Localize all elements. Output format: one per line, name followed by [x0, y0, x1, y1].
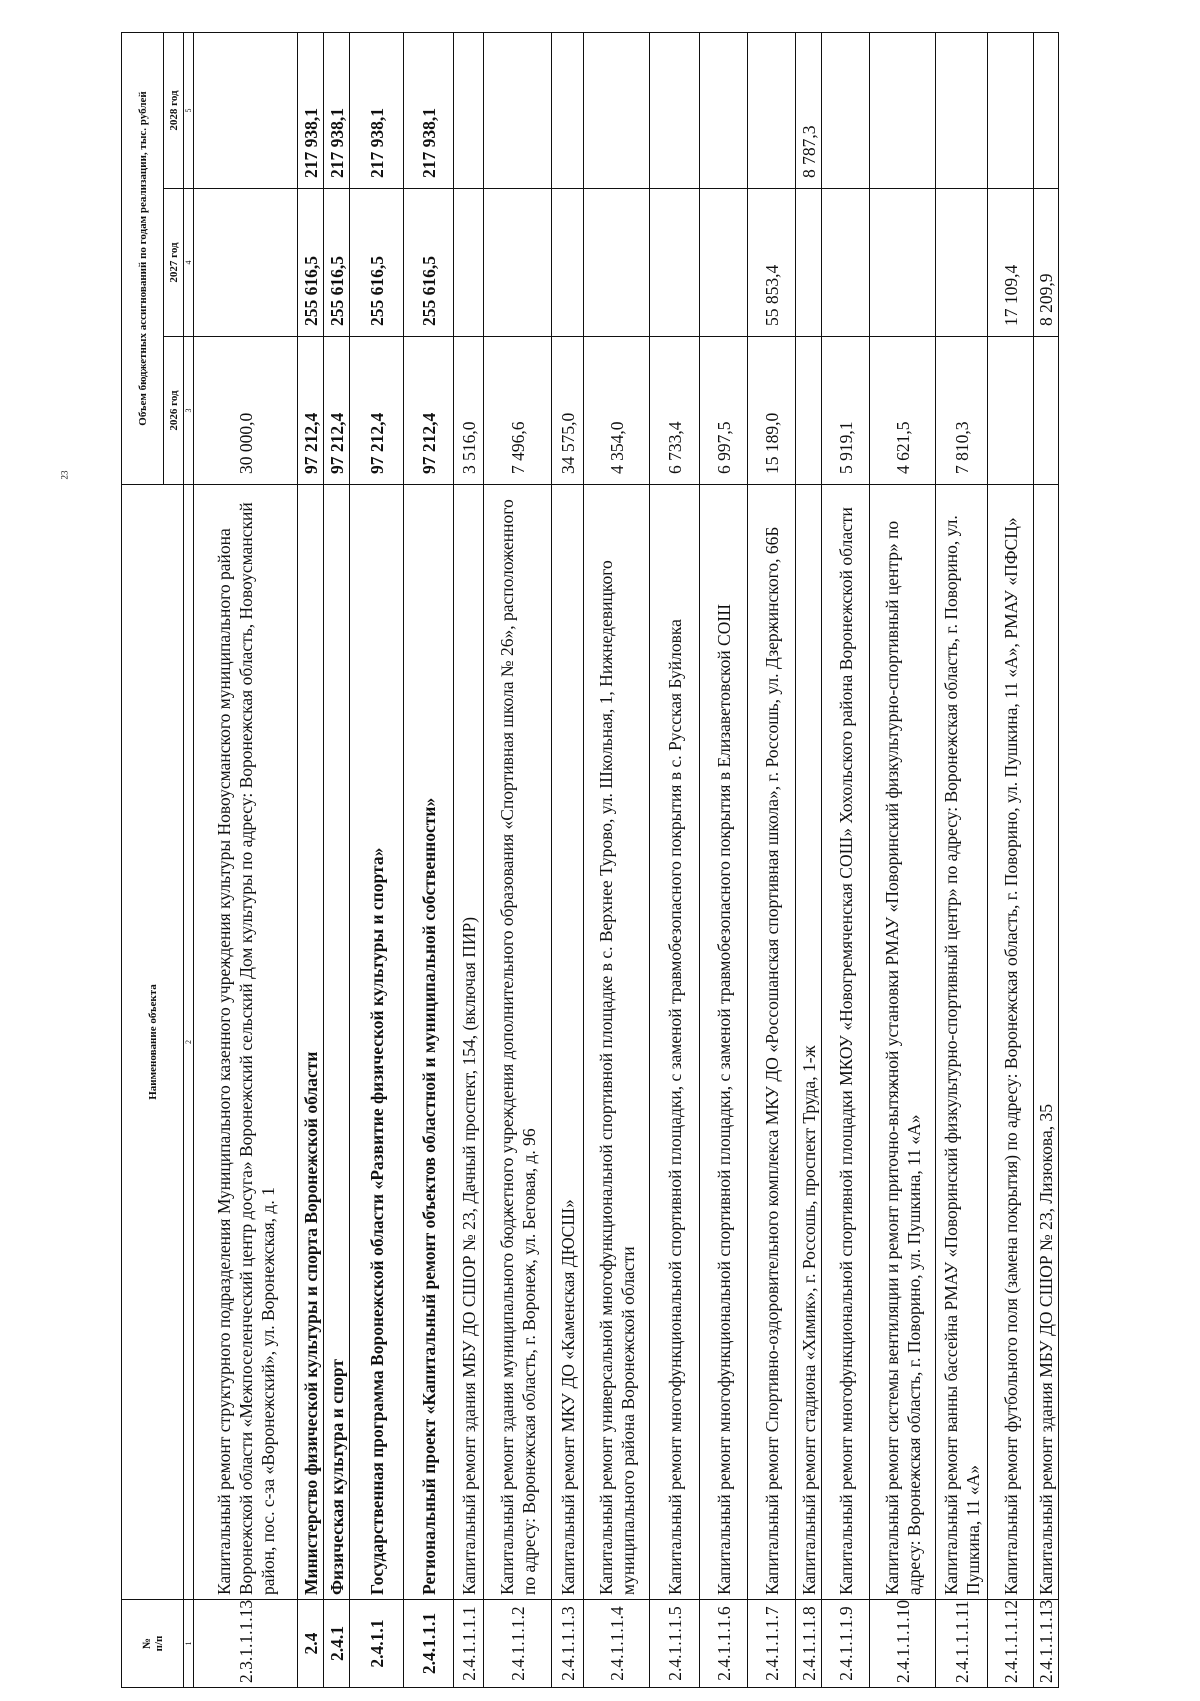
row-number: 2.4: [298, 1600, 324, 1688]
value-2027: [870, 189, 936, 337]
value-2026: [1034, 337, 1059, 485]
table-row: [870, 32, 936, 1687]
object-name: Капитальный ремонт Спортивно-оздоровительного комплекса МКУ ДО «Россошанская спортивная школа», г. Россошь, ул. Дзержинского, 66Б: [748, 485, 796, 1600]
value-2028: 217 938,1: [350, 32, 404, 188]
object-name: Капитальный ремонт ванны бассейна РМАУ «Поворинский физкультурно-спортивный центр» по адресу: Воронежская область, г. Поворино, ул. Пушкина, 11 «А»: [936, 485, 988, 1600]
table-row: [748, 32, 796, 1687]
value-2028: [700, 32, 748, 188]
table-row: [988, 32, 1034, 1687]
row-number: 2.3.1.1.1.13: [194, 1600, 298, 1688]
value-2027: [936, 189, 988, 337]
value-2028: [484, 32, 552, 188]
value-2028: 8 787,3: [796, 32, 822, 188]
header-budget: Объем бюджетных ассигнований по годам реализации, тыс. рублей: [122, 32, 164, 484]
object-name: Физическая культура и спорт: [324, 485, 350, 1600]
table-row: [936, 32, 988, 1687]
value-2026: 4 621,5: [870, 337, 936, 485]
value-2028: 217 938,1: [324, 32, 350, 188]
value-2027: 55 853,4: [748, 189, 796, 337]
value-2028: [870, 32, 936, 188]
value-2026: 4 354,0: [584, 337, 650, 485]
header-num: № п/п: [122, 1600, 184, 1688]
value-2026: 97 212,4: [298, 337, 324, 485]
table-row: [796, 32, 822, 1687]
row-number: 2.4.1.1.1.4: [584, 1600, 650, 1688]
value-2026: 30 000,0: [194, 337, 298, 485]
value-2026: 7 810,3: [936, 337, 988, 485]
value-2027: 255 616,5: [298, 189, 324, 337]
value-2027: 255 616,5: [324, 189, 350, 337]
colnum-3: 3: [184, 337, 194, 485]
value-2027: 255 616,5: [350, 189, 404, 337]
value-2026: [988, 337, 1034, 485]
object-name: Министерство физической культуры и спорта Воронежской области: [298, 485, 324, 1600]
value-2026: 6 733,4: [650, 337, 700, 485]
value-2027: [194, 189, 298, 337]
value-2026: 97 212,4: [324, 337, 350, 485]
value-2028: [936, 32, 988, 188]
object-name: Региональный проект «Капитальный ремонт объектов областной и муниципальной собственности»: [404, 485, 454, 1600]
value-2026: [796, 337, 822, 485]
value-2026: 34 575,0: [552, 337, 584, 485]
table-row: [822, 32, 870, 1687]
row-number: 2.4.1.1.1.7: [748, 1600, 796, 1688]
value-2027: [584, 189, 650, 337]
row-number: 2.4.1.1.1.6: [700, 1600, 748, 1688]
value-2028: 217 938,1: [404, 32, 454, 188]
table-row: [584, 32, 650, 1687]
object-name: Капитальный ремонт МКУ ДО «Каменская ДЮСШ»: [552, 485, 584, 1600]
table-row: [194, 32, 298, 1687]
value-2028: [748, 32, 796, 188]
value-2027: [484, 189, 552, 337]
value-2027: [796, 189, 822, 337]
value-2026: 97 212,4: [350, 337, 404, 485]
row-number: 2.4.1.1.1.12: [988, 1600, 1034, 1688]
object-name: Государственная программа Воронежской области «Развитие физической культуры и спорта»: [350, 485, 404, 1600]
row-number: 2.4.1.1.1.9: [822, 1600, 870, 1688]
row-number: 2.4.1.1.1.3: [552, 1600, 584, 1688]
object-name: Капитальный ремонт здания муниципального бюджетного учреждения дополнительного образования «Спортивная школа № 26», расположенного по адресу: Воронежская область, г. Воронеж, ул. Беговая, д. 96: [484, 485, 552, 1600]
object-name: Капитальный ремонт системы вентиляции и ремонт приточно-вытяжной установки РМАУ «Поворинский физкультурно-спортивный центр» по адресу: Воронежская область, г. Поворино, ул. Пушкина, 11 «А»: [870, 485, 936, 1600]
row-number: 2.4.1.1.1.10: [870, 1600, 936, 1688]
value-2028: [988, 32, 1034, 188]
header-year-2027: 2027 год: [164, 189, 184, 337]
value-2027: [454, 189, 484, 337]
object-name: Капитальный ремонт здания МБУ ДО СШОР № 23, Лизюкова, 35: [1034, 485, 1059, 1600]
table-row: [650, 32, 700, 1687]
value-2027: [650, 189, 700, 337]
colnum-1: 1: [184, 1600, 194, 1688]
colnum-4: 4: [184, 189, 194, 337]
table-row: [454, 32, 484, 1687]
value-2026: 7 496,6: [484, 337, 552, 485]
table-row: [298, 32, 324, 1687]
table-row: [484, 32, 552, 1687]
row-number: 2.4.1.1.1: [404, 1600, 454, 1688]
row-number: 2.4.1.1.1.1: [454, 1600, 484, 1688]
value-2027: 255 616,5: [404, 189, 454, 337]
budget-table: [121, 32, 1059, 1688]
value-2028: [1034, 32, 1059, 188]
value-2028: [454, 32, 484, 188]
row-number: 2.4.1: [324, 1600, 350, 1688]
table-row: [404, 32, 454, 1687]
header-name: Наименование объекта: [122, 485, 184, 1600]
object-name: Капитальный ремонт здания МБУ ДО СШОР № 23, Дачный проспект, 154, (включая ПИР): [454, 485, 484, 1600]
value-2027: [822, 189, 870, 337]
value-2028: [822, 32, 870, 188]
value-2028: 217 938,1: [298, 32, 324, 188]
value-2027: [552, 189, 584, 337]
rotated-document: [121, 33, 1088, 1688]
object-name: Капитальный ремонт универсальной многофункциональной спортивной площадке в с. Верхнее Турово, ул. Школьная, 1, Нижнедевицкого муниципального района Воронежской области: [584, 485, 650, 1600]
value-2028: [194, 32, 298, 188]
object-name: Капитальный ремонт стадиона «Химик», г. Россошь, проспект Труда, 1-ж: [796, 485, 822, 1600]
value-2028: [584, 32, 650, 188]
row-number: 2.4.1.1.1.13: [1034, 1600, 1059, 1688]
object-name: Капитальный ремонт многофункциональной спортивной площадки, с заменой травмобезопасного покрытия в Елизаветовской СОШ: [700, 485, 748, 1600]
row-number: 2.4.1.1.1.5: [650, 1600, 700, 1688]
table-row: [1034, 32, 1059, 1687]
value-2026: 6 997,5: [700, 337, 748, 485]
object-name: Капитальный ремонт структурного подразделения Муниципального казенного учреждения культуры Новоусманского муниципального района Воронежской области «Межпоселенческий центр досуга» Воронежский сельский Дом культуры по адресу: Воронежская область, Новоусманский район, пос. с-за «Воронежский», ул. Воронежская, д. 1: [194, 485, 298, 1600]
table-row: [700, 32, 748, 1687]
row-number: 2.4.1.1: [350, 1600, 404, 1688]
value-2026: 15 189,0: [748, 337, 796, 485]
colnum-2: 2: [184, 485, 194, 1600]
value-2026: 3 516,0: [454, 337, 484, 485]
row-number: 2.4.1.1.1.11: [936, 1600, 988, 1688]
colnum-5: 5: [184, 32, 194, 188]
row-number: 2.4.1.1.1.8: [796, 1600, 822, 1688]
object-name: Капитальный ремонт футбольного поля (замена покрытия) по адресу: Воронежская область, г. Поворино, ул. Пушкина, 11 «А», РМАУ «ПФСЦ»: [988, 485, 1034, 1600]
table-row: [350, 32, 404, 1687]
value-2028: [650, 32, 700, 188]
table-row: [324, 32, 350, 1687]
object-name: Капитальный ремонт многофункциональной спортивной площадки, с заменой травмобезопасного покрытия в с. Русская Буйловка: [650, 485, 700, 1600]
value-2027: 8 209,9: [1034, 189, 1059, 337]
value-2026: 97 212,4: [404, 337, 454, 485]
row-number: 2.4.1.1.1.2: [484, 1600, 552, 1688]
value-2026: 5 919,1: [822, 337, 870, 485]
page-number: 23: [59, 470, 70, 480]
header-year-2026: 2026 год: [164, 337, 184, 485]
value-2028: [552, 32, 584, 188]
value-2027: [700, 189, 748, 337]
table-row: [552, 32, 584, 1687]
header-year-2028: 2028 год: [164, 32, 184, 188]
object-name: Капитальный ремонт многофункциональной спортивной площадки МКОУ «Новогремяченская СОШ» Хохольского района Воронежской области: [822, 485, 870, 1600]
value-2027: 17 109,4: [988, 189, 1034, 337]
